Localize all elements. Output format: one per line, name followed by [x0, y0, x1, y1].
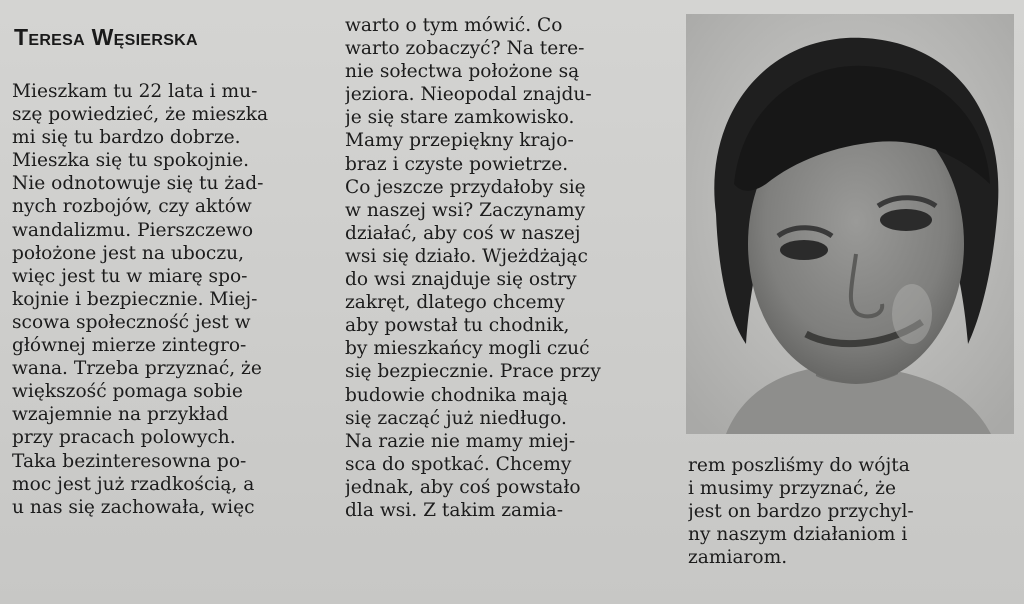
text-line: dla wsi. Z takim zamia- — [345, 499, 564, 521]
text-line: moc jest już rzadkością, a — [12, 473, 255, 495]
text-line: warto zobaczyć? Na tere- — [345, 38, 585, 60]
text-line: u nas się zachowała, więc — [12, 496, 255, 518]
portrait-photo — [686, 14, 1014, 434]
text-line: się zacząć już niedługo. — [345, 407, 567, 429]
text-line: jednak, aby coś powstało — [345, 476, 581, 498]
text-line: budowie chodnika mają — [345, 384, 568, 406]
text-column-1 — [12, 80, 322, 519]
text-line: Taka bezinteresowna po- — [12, 450, 247, 472]
portrait-image — [686, 14, 1014, 434]
text-line: szę powiedzieć, że mieszka — [12, 104, 269, 126]
text-line: scowa społeczność jest w — [12, 311, 251, 333]
text-line: w naszej wsi? Zaczynamy — [345, 199, 586, 221]
text-line: Mieszka się tu spokojnie. — [12, 150, 250, 172]
text-line: głównej mierze zintegro- — [12, 335, 247, 357]
text-line: rem poszliśmy do wójta — [688, 455, 910, 476]
text-line: je się stare zamkowisko. — [345, 107, 575, 129]
text-line: jest on bardzo przychyl- — [688, 501, 914, 523]
text-line: ny naszym działaniom i — [688, 524, 908, 546]
text-line: jeziora. Nieopodal znajdu- — [345, 84, 592, 106]
author-name: Teresa Węsierska — [14, 24, 198, 50]
text-line: Nie odnotowuje się tu żad- — [12, 173, 264, 195]
text-line: Na razie nie mamy miej- — [345, 430, 576, 452]
text-line: przy pracach polowych. — [12, 427, 236, 449]
text-line: sca do spotkać. Chcemy — [345, 453, 572, 475]
text-line: zamiarom. — [688, 547, 788, 569]
text-line: Mieszkam tu 22 lata i mu- — [12, 81, 258, 102]
text-line: zakręt, dlatego chcemy — [345, 292, 565, 314]
text-line: do wsi znajduje się ostry — [345, 269, 577, 291]
text-line: wzajemnie na przykład — [12, 404, 229, 426]
text-line: braz i czyste powietrze. — [345, 153, 569, 175]
text-line: wandalizmu. Pierszczewo — [12, 219, 254, 241]
text-line: nych rozbojów, czy aktów — [12, 196, 252, 218]
text-line: warto o tym mówić. Co — [345, 15, 563, 36]
text-line: się bezpiecznie. Prace przy — [345, 361, 601, 383]
text-column-3 — [688, 454, 1013, 569]
text-line: większość pomaga sobie — [12, 381, 243, 403]
text-line: wana. Trzeba przyznać, że — [12, 358, 262, 380]
text-line: aby powstał tu chodnik, — [345, 315, 570, 337]
text-line: działać, aby coś w naszej — [345, 222, 581, 244]
text-line: położone jest na uboczu, — [12, 242, 245, 264]
text-line: więc jest tu w miarę spo- — [12, 265, 248, 287]
text-line: i musimy przyznać, że — [688, 478, 896, 500]
text-line: nie sołectwa położone są — [345, 61, 580, 83]
text-line: wsi się działo. Wjeżdżając — [345, 245, 588, 267]
text-line: Co jeszcze przydałoby się — [345, 176, 586, 198]
text-line: kojnie i bezpiecznie. Miej- — [12, 288, 258, 310]
text-line: mi się tu bardzo dobrze. — [12, 127, 241, 149]
text-column-2 — [345, 14, 665, 522]
text-line: Mamy przepiękny krajo- — [345, 130, 574, 152]
text-line: by mieszkańcy mogli czuć — [345, 338, 590, 360]
